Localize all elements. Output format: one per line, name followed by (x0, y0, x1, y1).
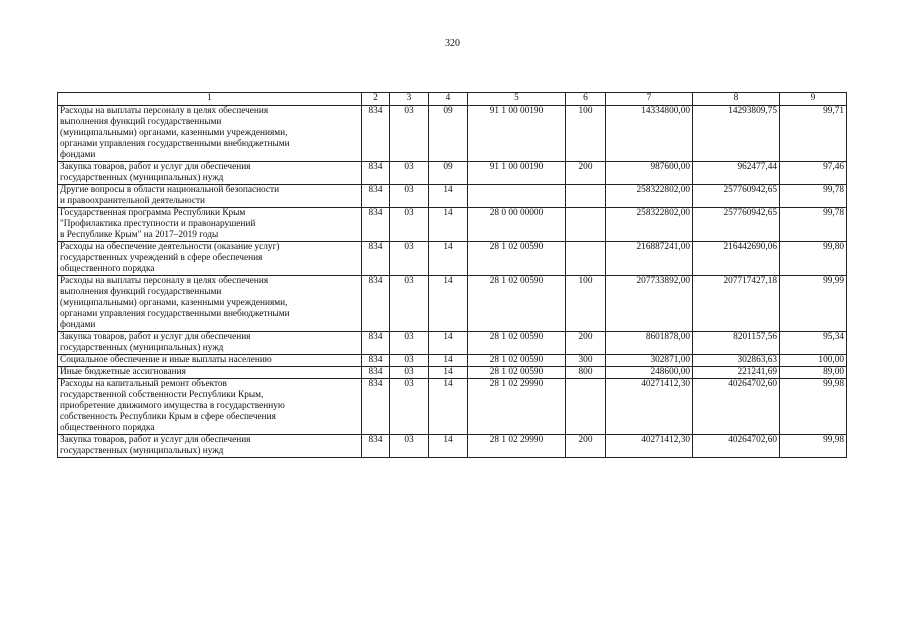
column-header: 5 (468, 93, 566, 106)
cell-subsection: 14 (429, 367, 468, 379)
description-line: в Республике Крым" на 2017–2019 годы (60, 230, 219, 240)
cell-expense-type (566, 379, 606, 435)
description-line: Иные бюджетные ассигнования (60, 367, 186, 377)
description-line: выполнения функций государственными (60, 117, 222, 127)
cell-section: 03 (390, 332, 429, 355)
cell-section: 03 (390, 367, 429, 379)
column-header: 7 (606, 93, 693, 106)
cell-planned-amount: 216887241,00 (606, 242, 693, 276)
cell-target-article (468, 185, 566, 208)
cell-section: 03 (390, 162, 429, 185)
description-line: государственных (муниципальных) нужд (60, 173, 224, 183)
table-row (58, 185, 847, 208)
cell-percent: 99,71 (780, 106, 847, 162)
table-row (58, 276, 847, 332)
cell-target-article: 28 1 02 00590 (468, 355, 566, 367)
description-line: Закупка товаров, работ и услуг для обеспечения (60, 162, 251, 172)
cell-section: 03 (390, 435, 429, 458)
table-row (58, 435, 847, 458)
cell-expense-type: 100 (566, 106, 606, 162)
cell-description (58, 276, 362, 332)
cell-section: 03 (390, 355, 429, 367)
cell-target-article: 28 1 02 00590 (468, 276, 566, 332)
cell-percent: 99,78 (780, 208, 847, 242)
cell-code: 834 (362, 276, 390, 332)
cell-code: 834 (362, 367, 390, 379)
cell-planned-amount: 40271412,30 (606, 435, 693, 458)
cell-section: 03 (390, 276, 429, 332)
column-header: 1 (58, 93, 362, 106)
cell-expense-type (566, 208, 606, 242)
cell-expense-type (566, 242, 606, 276)
cell-actual-amount: 207717427,18 (693, 276, 780, 332)
table-body (58, 106, 847, 458)
description-line: общественного порядка (60, 264, 155, 274)
cell-code: 834 (362, 332, 390, 355)
description-line: "Профилактика преступности и правонарушений (60, 219, 256, 229)
column-header: 6 (566, 93, 606, 106)
table-row (58, 242, 847, 276)
description-line: органами управления государственными внебюджетными (60, 139, 290, 149)
cell-planned-amount: 40271412,30 (606, 379, 693, 435)
cell-planned-amount: 14334800,00 (606, 106, 693, 162)
cell-planned-amount: 258322802,00 (606, 185, 693, 208)
description-line: Социальное обеспечение и иные выплаты населению (60, 355, 272, 365)
cell-section: 03 (390, 106, 429, 162)
cell-description (58, 242, 362, 276)
cell-target-article: 28 1 02 29990 (468, 379, 566, 435)
cell-code: 834 (362, 185, 390, 208)
cell-planned-amount: 207733892,00 (606, 276, 693, 332)
description-line: и правоохранительной деятельности (60, 196, 206, 206)
cell-description (58, 355, 362, 367)
table-row (58, 355, 847, 367)
cell-subsection: 14 (429, 276, 468, 332)
description-line: Государственная программа Республики Крым (60, 208, 246, 218)
cell-actual-amount: 40264702,60 (693, 379, 780, 435)
cell-planned-amount: 302871,00 (606, 355, 693, 367)
cell-actual-amount: 40264702,60 (693, 435, 780, 458)
cell-actual-amount: 216442690,06 (693, 242, 780, 276)
cell-expense-type (566, 185, 606, 208)
description-line: Расходы на выплаты персоналу в целях обеспечения (60, 276, 269, 286)
table-row (58, 379, 847, 435)
cell-percent: 99,80 (780, 242, 847, 276)
cell-actual-amount: 962477,44 (693, 162, 780, 185)
cell-planned-amount: 8601878,00 (606, 332, 693, 355)
cell-target-article: 28 1 02 00590 (468, 332, 566, 355)
cell-subsection: 09 (429, 162, 468, 185)
cell-actual-amount: 8201157,56 (693, 332, 780, 355)
description-line: фондами (60, 320, 96, 330)
description-line: общественного порядка (60, 423, 155, 433)
description-line: государственных (муниципальных) нужд (60, 343, 224, 353)
column-header: 8 (693, 93, 780, 106)
cell-planned-amount: 258322802,00 (606, 208, 693, 242)
description-line: Закупка товаров, работ и услуг для обеспечения (60, 332, 251, 342)
header-row (58, 93, 847, 106)
cell-target-article: 28 0 00 00000 (468, 208, 566, 242)
cell-percent: 100,00 (780, 355, 847, 367)
cell-expense-type: 200 (566, 162, 606, 185)
cell-percent: 97,46 (780, 162, 847, 185)
cell-subsection: 14 (429, 355, 468, 367)
cell-description (58, 162, 362, 185)
description-line: выполнения функций государственными (60, 287, 222, 297)
cell-code: 834 (362, 435, 390, 458)
cell-subsection: 14 (429, 332, 468, 355)
description-line: (муниципальными) органами, казенными учреждениями, (60, 128, 288, 138)
cell-description (58, 332, 362, 355)
table-row (58, 208, 847, 242)
cell-actual-amount: 302863,63 (693, 355, 780, 367)
column-header: 2 (362, 93, 390, 106)
description-line: собственность Республики Крым в сфере обеспечения (60, 412, 276, 422)
description-line: (муниципальными) органами, казенными учреждениями, (60, 298, 288, 308)
description-line: приобретение движимого имущества в государственную (60, 401, 285, 411)
cell-description (58, 106, 362, 162)
cell-subsection: 14 (429, 242, 468, 276)
cell-expense-type: 200 (566, 332, 606, 355)
description-line: органами управления государственными внебюджетными (60, 309, 290, 319)
page-number: 320 (445, 38, 460, 49)
table-row (58, 332, 847, 355)
cell-percent: 99,98 (780, 435, 847, 458)
cell-subsection: 14 (429, 185, 468, 208)
description-line: Расходы на капитальный ремонт объектов (60, 379, 227, 389)
cell-section: 03 (390, 185, 429, 208)
cell-description (58, 367, 362, 379)
cell-target-article: 28 1 02 29990 (468, 435, 566, 458)
cell-expense-type: 300 (566, 355, 606, 367)
cell-subsection: 14 (429, 435, 468, 458)
cell-percent: 89,00 (780, 367, 847, 379)
cell-code: 834 (362, 355, 390, 367)
cell-code: 834 (362, 208, 390, 242)
cell-actual-amount: 257760942,65 (693, 208, 780, 242)
table-row (58, 367, 847, 379)
cell-expense-type: 100 (566, 276, 606, 332)
description-line: Закупка товаров, работ и услуг для обеспечения (60, 435, 251, 445)
cell-actual-amount: 14293809,75 (693, 106, 780, 162)
cell-subsection: 14 (429, 379, 468, 435)
table-row (58, 162, 847, 185)
cell-description (58, 379, 362, 435)
cell-subsection: 09 (429, 106, 468, 162)
cell-planned-amount: 248600,00 (606, 367, 693, 379)
cell-actual-amount: 257760942,65 (693, 185, 780, 208)
cell-description (58, 185, 362, 208)
cell-expense-type: 800 (566, 367, 606, 379)
column-header: 3 (390, 93, 429, 106)
description-line: государственных учреждений в сфере обеспечения (60, 253, 263, 263)
description-line: Расходы на обеспечение деятельности (оказание услуг) (60, 242, 280, 252)
cell-target-article: 28 1 02 00590 (468, 242, 566, 276)
cell-code: 834 (362, 162, 390, 185)
description-line: Расходы на выплаты персоналу в целях обеспечения (60, 106, 269, 116)
description-line: государственной собственности Республики Крым, (60, 390, 264, 400)
cell-description (58, 208, 362, 242)
cell-description (58, 435, 362, 458)
table-row (58, 106, 847, 162)
budget-table (57, 92, 847, 458)
cell-code: 834 (362, 379, 390, 435)
cell-section: 03 (390, 242, 429, 276)
cell-target-article: 91 1 00 00190 (468, 162, 566, 185)
cell-section: 03 (390, 379, 429, 435)
cell-expense-type: 200 (566, 435, 606, 458)
cell-target-article: 91 1 00 00190 (468, 106, 566, 162)
cell-percent: 95,34 (780, 332, 847, 355)
cell-percent: 99,78 (780, 185, 847, 208)
cell-percent: 99,98 (780, 379, 847, 435)
description-line: государственных (муниципальных) нужд (60, 446, 224, 456)
description-line: Другие вопросы в области национальной безопасности (60, 185, 280, 195)
cell-code: 834 (362, 106, 390, 162)
description-line: фондами (60, 150, 96, 160)
column-header: 9 (780, 93, 847, 106)
cell-percent: 99,99 (780, 276, 847, 332)
cell-code: 834 (362, 242, 390, 276)
cell-subsection: 14 (429, 208, 468, 242)
column-header: 4 (429, 93, 468, 106)
cell-actual-amount: 221241,69 (693, 367, 780, 379)
cell-planned-amount: 987600,00 (606, 162, 693, 185)
cell-section: 03 (390, 208, 429, 242)
cell-target-article: 28 1 02 00590 (468, 367, 566, 379)
